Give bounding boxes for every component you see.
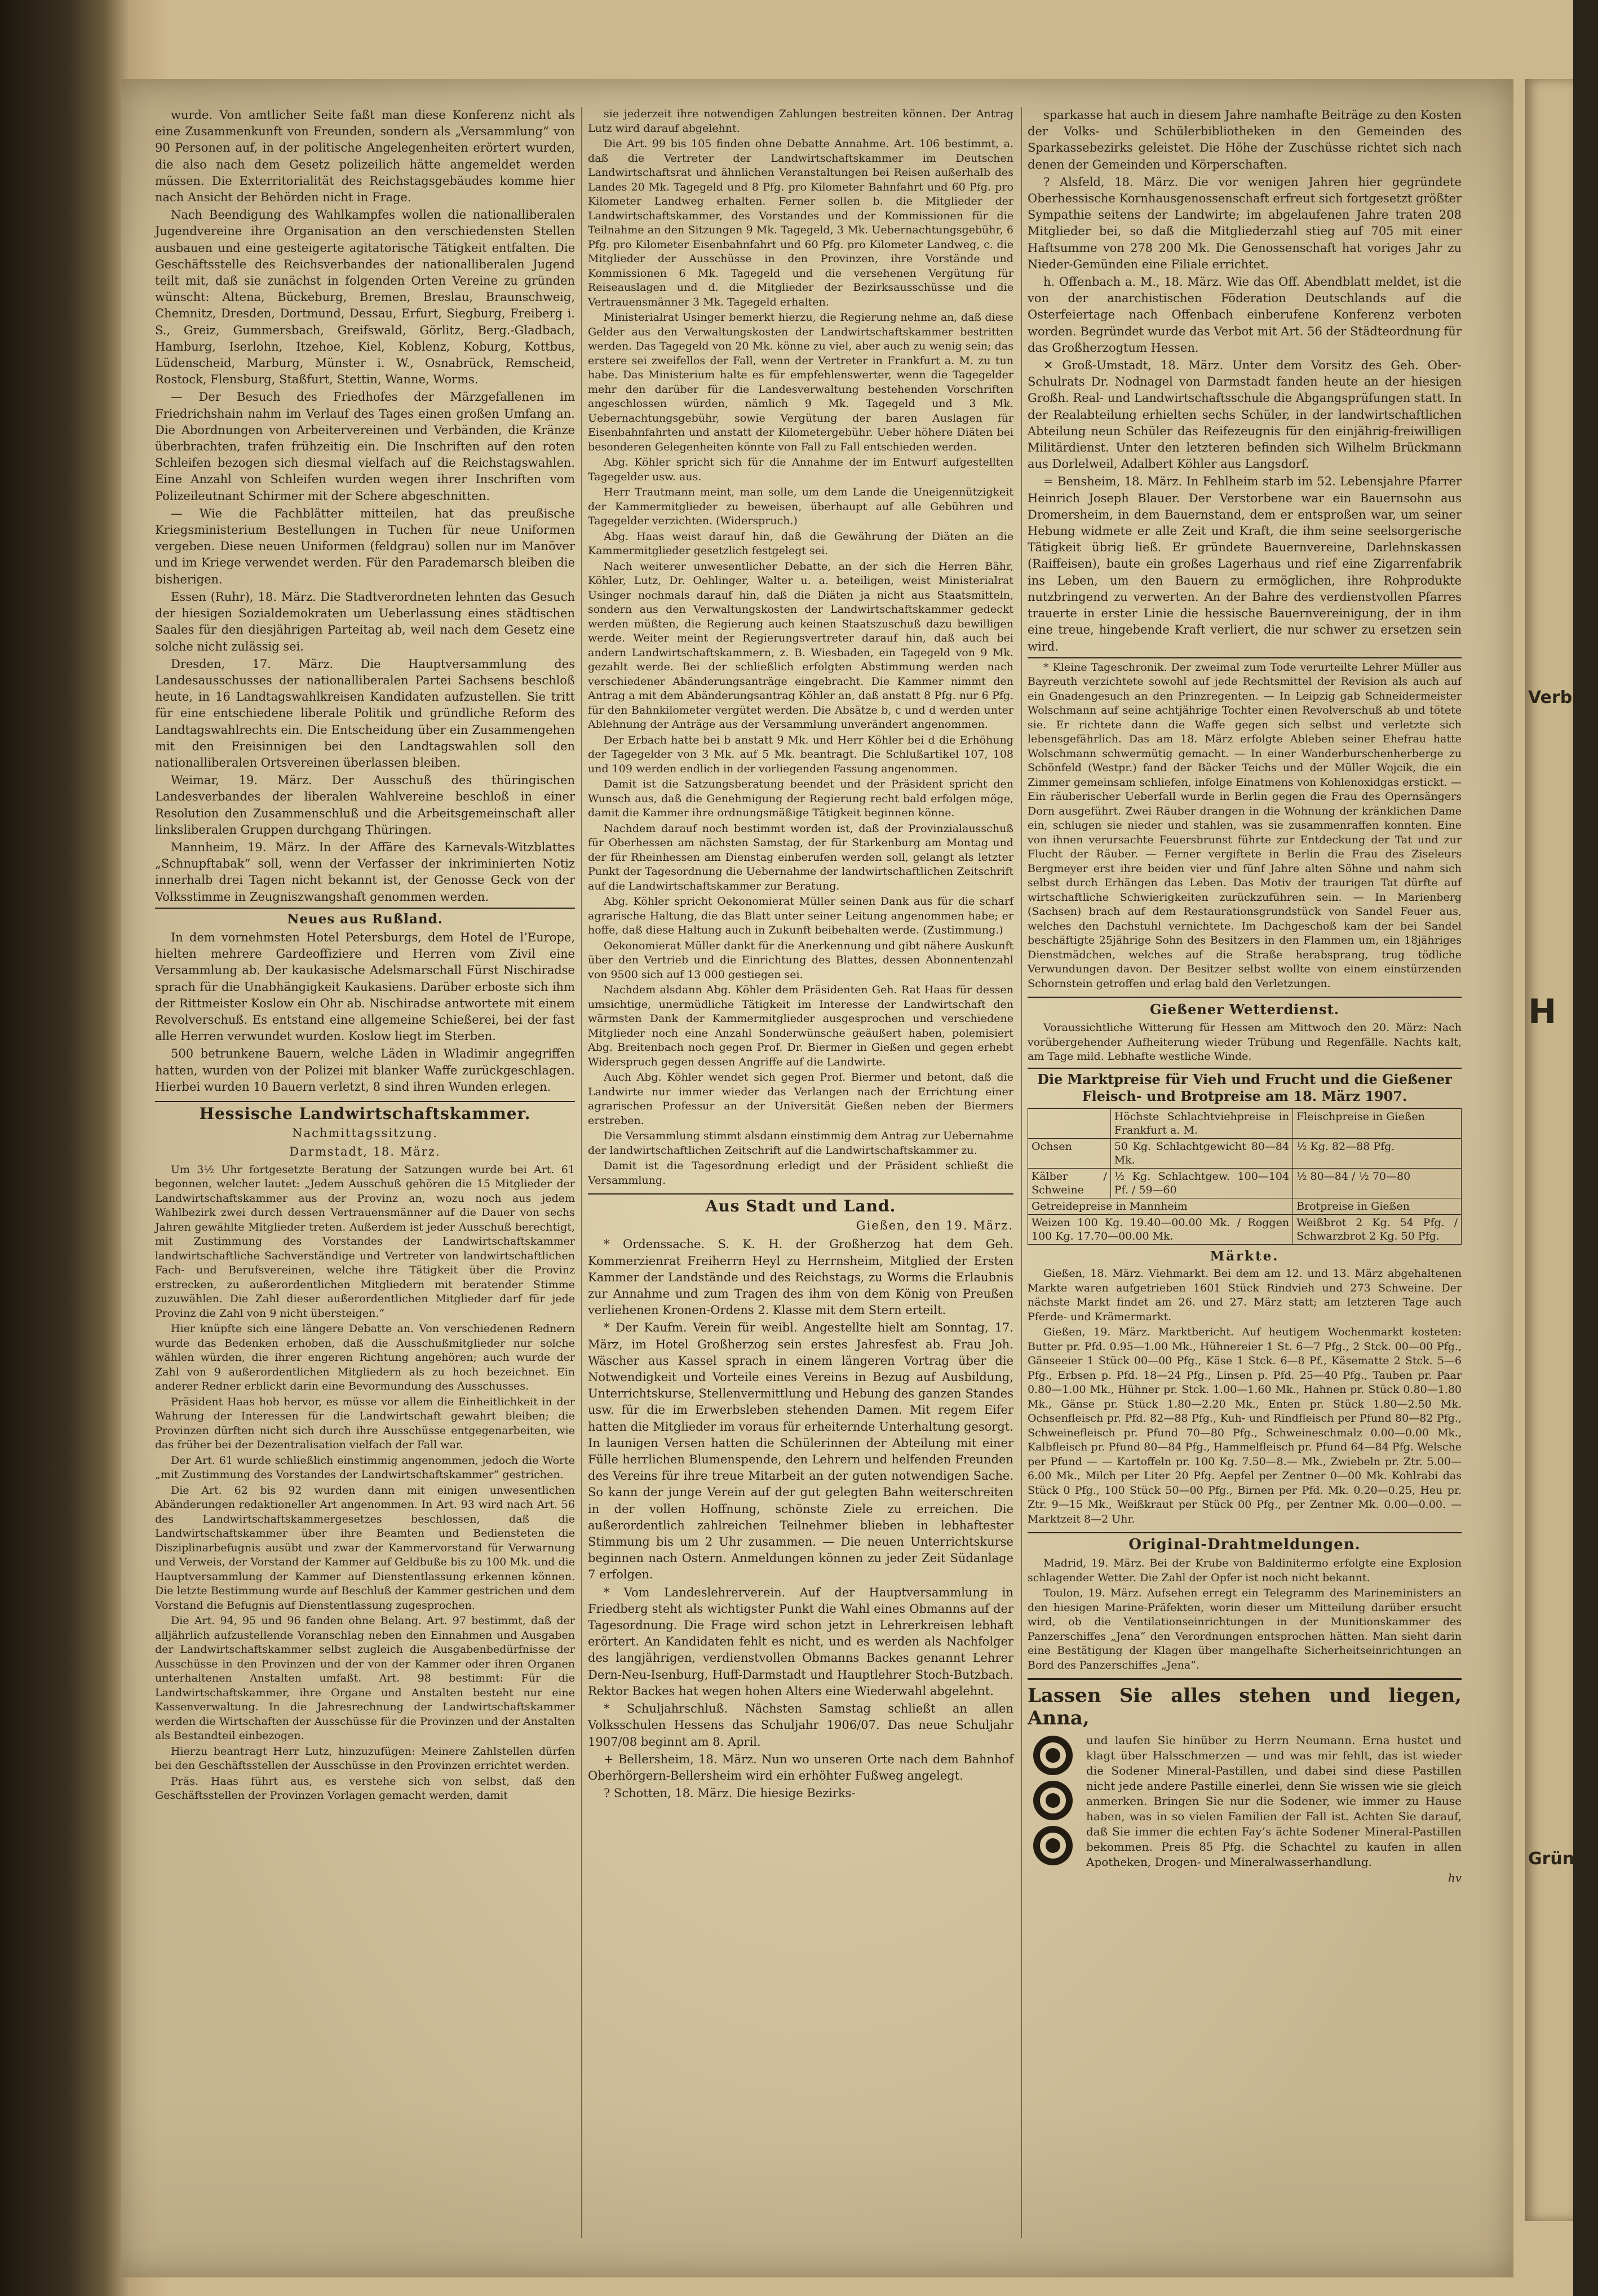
paragraph: Gießen, 19. März. Marktbericht. Auf heutigem Wochenmarkt kosteten: Butter pr. Pfd. 0.95—1.00 Mk., Hühnereier 1 St. 6—7 Pfg., 2 Stck. 00—00 Pfg., Gänseeier 1 Stück 00—00 Pfg., Käse 1 Stck. 6—8 Pf., Käsematte 2 Stck. 5—6 Pfg., Erbsen p. Pfd. 18—24 Pfg., Linsen p. Pfd. 25—40 Pfg., Tauben pr. Paar 0.80—1.00 Mk., Hühner pr. Stck. 1.00—1.60 Mk., Hahnen pr. Stück 0.80—1.80 Mk., Gänse pr. Stück 1.80—2.20 Mk., Enten pr. Stück 1.80—2.50 Mk. Ochsenfleisch pr. Pfd. 82—88 Pfg., Kuh- und Rindfleisch per Pfund 80—82 Pfg., Schweinefleisch pr. Pfund 70—80 Pfg., Schweineschmalz 0.00—0.00 Mk., Kalbfleisch pr. Pfund 80—84 Pfg., Hammelfleisch pr. Pfund 64—84 Pfg. Welsche per Pfund — — Kartoffeln pr. 100 Kg. 7.50—8.— Mk., Zwiebeln pr. Ztr. 5.00—6.00 Mk., Milch per Liter 20 Pfg. Aepfel per Zentner 0—00 Mk. Kohlrabi das Stück 0 Pfg., 100 Stück 50—00 Pfg., Birnen per Pfd. Mk. 0.20—0.25, Heu pr. Ztr. 9—15 Mk., Weißkraut per Stück 00 Pfg., per Zentner Mk. 0.00—0.00. — Marktzeit 8—2 Uhr. bbox=[1028, 1326, 1462, 1525]
paragraph: Ministerialrat Usinger bemerkt hierzu, die Regierung nehme an, daß diese Gelder aus den Verwaltungskosten der Landwirtschaftskammer bestritten werden. Das Tagegeld von 20 Mk. könne zu viel, aber auch zu wenig sein; das erstere sei zweifellos der Fall, wenn der Vertreter in Frankfurt a. M. zu tun habe. Das Ministerium halte es für empfehlenswerter, wenn die Tagegelder mehr den darüber für die Landesverwaltung bestehenden Vorschriften angeschlossen würden, nämlich 9 Mk. Tagegeld und 3 Mk. Uebernachtungsgebühr, sowie Vergütung der baren Auslagen für Eisenbahnfahrten und anstatt der Kilometergebühr. Ueber höhere Diäten bei besonderen Gelegenheiten könnte von Fall zu Fall entschieden werden. bbox=[588, 311, 1013, 453]
paragraph: — Wie die Fachblätter mitteilen, hat das preußische Kriegsministerium Bestellungen in Tuchen für neue Uniformen vergeben. Diese neuen Uniformen (feldgrau) sollen nur im Manöver und im Kriege verwendet werden. Für den Parademarsch bleiben die bisherigen. bbox=[155, 506, 575, 586]
pastille-logo-icon bbox=[1028, 1733, 1078, 1868]
paragraph: Abg. Haas weist darauf hin, daß die Gewährung der Diäten an die Kammermitglieder gesetzlich festgelegt sei. bbox=[588, 530, 1013, 557]
table-row bbox=[1028, 1214, 1462, 1244]
table-header: Brotpreise in Gießen bbox=[1293, 1198, 1462, 1214]
paragraph: = Bensheim, 18. März. In Fehlheim starb im 52. Lebensjahre Pfarrer Heinrich Joseph Blauer. Der Verstorbene war ein Bauernsohn aus Dromersheim, in dem Bauernstand, dem er entsproßen war, um seiner Hebung widmete er alle Zeit und Kraft, die ihm seine seelsorgerische Tätigkeit übrig ließ. Er gründete Bauernvereine, Darlehnskassen (Raiffeisen), baute ein großes Lagerhaus und rief eine Zigarrenfabrik ins Leben, um den Bauern zu ermöglichen, ihre Rohprodukte nutzbringend zu verwerten. An der Bahre des verdienstvollen Pfarres trauerte in erster Linie die hessische Bauernvereinigung, der in ihm eine treue, hingebende Kraft verliert, die nur schwer zu ersetzen sein wird. bbox=[1028, 475, 1462, 653]
table-header: Getreidepreise in Mannheim bbox=[1028, 1198, 1293, 1214]
paragraph: ? Alsfeld, 18. März. Die vor wenigen Jahren hier gegründete Oberhessische Kornhausgenossenschaft erfreut sich fortgesetzt größter Sympathie seitens der Landwirte; im abgelaufenen Jahre traten 208 Mitglieder bei, so daß die Mitgliederzahl stieg auf 705 mit einer Haftsumme von 278 200 Mk. Die Genossenschaft hat voriges Jahr zu Nieder-Gemünden eine Filiale errichtet. bbox=[1028, 175, 1462, 271]
paragraph: Mannheim, 19. März. In der Affäre des Karnevals-Witzblattes „Schnupftabak“ soll, wenn der Verfasser der inkriminierten Notiz innerhalb drei Tagen nicht bekannt ist, der Genosse Geck von der Volksstimme in Zeugniszwangshaft genommen werden. bbox=[155, 840, 575, 904]
paragraph: — Der Besuch des Friedhofes der Märzgefallenen im Friedrichshain nahm im Verlauf des Tages einen großen Umfang an. Die Abordnungen von Arbeitervereinen und Verbänden, die Kränze überbrachten, trafen frühzeitig ein. Die Inschriften auf den roten Schleifen bezogen sich diesmal vielfach auf die Reichstagswahlen. Eine Anzahl von Schleifen wurden wegen ihrer Inschriften vom Polizeileutnant Schirmer mit der Schere abgeschnitten. bbox=[155, 390, 575, 503]
fragment-text: Grünbe bbox=[1528, 1849, 1598, 1869]
table-cell: Kälber / Schweine bbox=[1028, 1168, 1111, 1198]
paragraph: h. Offenbach a. M., 18. März. Wie das Off. Abendblatt meldet, ist die von der anarchistischen Föderation Deutschlands auf die Osterfeiertage nach Offenbach einberufene Konferenz verboten worden. Begründet wurde das Verbot mit Art. 56 der Städteordnung für das Großherzogtum Hessen. bbox=[1028, 275, 1462, 355]
column-3 bbox=[1028, 107, 1462, 2238]
paragraph: Nachdem darauf noch bestimmt worden ist, daß der Provinzialausschuß für Oberhessen am nächsten Samstag, der für Starkenburg am Montag und der für Rheinhessen am Dienstag einberufen werden soll, gelangt als letzter Punkt der Tagesordnung die Uebernahme der landwirtschaftlichen Zeitschrift auf die Landwirtschaftskammer zur Beratung. bbox=[588, 822, 1013, 892]
column-rule-2 bbox=[1021, 107, 1022, 2238]
advertisement bbox=[1028, 1678, 1462, 1886]
paragraph: Gießen, 18. März. Viehmarkt. Bei dem am 12. und 13. März abgehaltenen Markte waren aufgetrieben 1601 Stück Rindvieh und 273 Schweine. Der nächste Markt findet am 26. und 27. März statt; am letzteren Tage auch Pferde- und Krämermarkt. bbox=[1028, 1267, 1462, 1323]
paragraph: Herr Trautmann meint, man solle, um dem Lande die Uneigennützigkeit der Kammermitglieder zu beweisen, überhaupt auf alle Gebühren und Tagegelder verzichten. (Widerspruch.) bbox=[588, 486, 1013, 527]
adjacent-page-edge bbox=[1525, 79, 1598, 2221]
paragraph: ✕ Groß-Umstadt, 18. März. Unter dem Vorsitz des Geh. Ober-Schulrats Dr. Nodnagel von Darmstadt fanden heute an der hiesigen Großh. Real- und Landwirtschaftsschule die Abgangsprüfungen statt. In der Realabteilung erhielten sechs Schüler, in der landwirtschaftlichen Abteilung neun Schüler das Reifezeugnis für den einjährig-freiwilligen Militärdienst. Unter den letzteren befinden sich Wilhelm Brückmann aus Dorlelweil, Adalbert Köhler aus Langsdorf. bbox=[1028, 359, 1462, 471]
paragraph: * Der Kaufm. Verein für weibl. Angestellte hielt am Sonntag, 17. März, im Hotel Großherzog sein erstes Jahresfest ab. Frau Joh. Wäscher aus Kassel sprach in einem längeren Vortrag über die Notwendigkeit und Vorteile eines Vereins in Bezug auf Ausbildung, Unterrichtskurse, Stellenvermittlung und Hebung des ganzen Standes usw. für die im Erwerbsleben stehenden Damen. Mit regem Eifer hatten die Mitglieder im voraus für erheiternde Unterhaltung gesorgt. In launigen Versen hatten die Schülerinnen der Abteilung mit einer Fülle herrlichen Blumenspende, den Lehrern und helfenden Freunden des Vereins für ihre treue Mitarbeit an der guten notwendigen Sache. So kann der junge Verein auf der gut gelegten Bahn weiterschreiten in der vollen Hoffnung, schönste Ziele zu erreichen. Die außerordentlich zahlreichen Teilnehmer blieben in lebhaftester Stimmung bis um 2 Uhr zusammen. — Die neuen Unterrichtskurse beginnen nach Ostern. Anmeldungen können zu jeder Zeit Südanlage 7 erfolgen. bbox=[588, 1321, 1013, 1582]
section-heading-russia: Neues aus Rußland. bbox=[155, 908, 575, 927]
paragraph: 500 betrunkene Bauern, welche Läden in Wladimir angegriffen hatten, wurden von der Polizei mit blanker Waffe zurückgeschlagen. Hierbei wurden 10 Bauern verletzt, 8 sind ihren Wunden erlegen. bbox=[155, 1047, 575, 1094]
section-heading-telegrams: Original-Drahtmeldungen. bbox=[1028, 1532, 1462, 1553]
table-cell: Weißbrot 2 Kg. 54 Pfg. / Schwarzbrot 2 Kg. 50 Pfg. bbox=[1293, 1214, 1462, 1244]
paragraph: Auch Abg. Köhler wendet sich gegen Prof. Biermer und betont, daß die Landwirte nur immer wieder das Verlangen nach der Errichtung einer agrarischen Professur an der Universität Gießen neben der Biermers erstreben. bbox=[588, 1071, 1013, 1127]
paragraph: Nach Beendigung des Wahlkampfes wollen die nationalliberalen Jugendvereine ihre Organisation an den verschiedensten Stellen ausbauen und eine gesteigerte agitatorische Tätigkeit entfalten. Die Geschäftsstelle des Reichsverbandes der nationalliberalen Jugend teilt mit, daß sie zunächst in folgenden Orten Vereine zu gründen wünscht: Altena, Bückeburg, Bremen, Breslau, Braunschweig, Chemnitz, Dresden, Dortmund, Dessau, Erfurt, Siegburg, Freiberg i. S., Greiz, Gummersbach, Greifswald, Görlitz, Berg.-Gladbach, Hamburg, Iserlohn, Itzehoe, Kiel, Koblenz, Koburg, Kottbus, Lüdenscheid, Marburg, Münster i. W., Osnabrück, Remscheid, Rostock, Flensburg, Staßfurt, Stettin, Wanne, Worms. bbox=[155, 208, 575, 387]
paragraph: Die Art. 62 bis 92 wurden dann mit einigen unwesentlichen Abänderungen redaktioneller Art angenommen. In Art. 93 wird nach Art. 56 des Landwirtschaftskammergesetzes beschlossen, daß die Landwirtschaftskammer über ihre Beamten und Bediensteten die Disziplinarbefugnis ausübt und zwar der Kammervorstand für Verwarnung und Verweis, der Vorstand der Kammer auf Geldbuße bis zu 100 Mk. und die Hauptversammlung der Kammer auf Dienstentlassung erkennen können. Die letzte Bestimmung wurde auf Beschluß der Kammer gestrichen und dem Vorstand die Befugnis auf Dienstentlassung zugesprochen. bbox=[155, 1484, 575, 1612]
paragraph: Die Versammlung stimmt alsdann einstimmig dem Antrag zur Uebernahme der landwirtschaftlichen Zeitschrift auf die Landwirtschaftskammer zu. bbox=[588, 1130, 1013, 1157]
dateline: Darmstadt, 18. März. bbox=[289, 1145, 441, 1159]
table-header: Höchste Schlachtviehpreise in Frankfurt a. M. bbox=[1110, 1108, 1292, 1138]
section-heading-weather: Gießener Wetterdienst. bbox=[1028, 997, 1462, 1018]
market-table-title: Die Marktpreise für Vieh und Frucht und die Gießener Fleisch- und Brotpreise am 18. März 1907. bbox=[1028, 1068, 1462, 1105]
paragraph: Präsident Haas hob hervor, es müsse vor allem die Einheitlichkeit in der Wahrung der Interessen für die Landwirtschaft gewahrt bleiben; die Provinzen dürften nicht sich durch ihre Ausschüsse entgegenarbeiten, wie das früher bei der Dezentralisation vielfach der Fall war. bbox=[155, 1395, 575, 1452]
fragment-text: H bbox=[1528, 992, 1557, 1032]
paragraph: + Bellersheim, 18. März. Nun wo unseren Orte nach dem Bahnhof Oberhörgern-Bellersheim wird ein erhöhter Fußweg angelegt. bbox=[588, 1752, 1013, 1782]
section-heading-local-news: Aus Stadt und Land. bbox=[588, 1193, 1013, 1214]
ad-text: und laufen Sie hinüber zu Herrn Neumann. Erna hustet und klagt über Halsschmerzen — und was mir fehlt, das ist wieder die Sodener Mineral-Pastillen, und dabei sind diese Pastillen nicht jede andere Pastille einerlei, denn Sie wissen wie sie gleich anmerken. Bringen Sie nur die Sodener, wie immer zu Hause haben, was in so vielen Familien der Fall ist. Achten Sie darauf, daß Sie immer die echten Fay’s ächte Sodener Mineral-Pastillen bekommen. Preis 85 Pfg. die Schachtel zu kaufen in allen Apotheken, Drogen- und Mineralwasserhandlung. bbox=[1086, 1733, 1462, 1869]
newspaper-page bbox=[121, 79, 1513, 2277]
table-cell: Ochsen bbox=[1028, 1138, 1111, 1168]
table-cell: ½ Kg. 82—88 Pfg. bbox=[1293, 1138, 1462, 1168]
paragraph: Nachdem alsdann Abg. Köhler dem Präsidenten Geh. Rat Haas für dessen umsichtige, unermüdliche Tätigkeit im Interesse der Landwirtschaft den wärmsten Dank der Kammermitglieder ausgesprochen und verschiedene Mitglieder noch eine Anzahl Sonderwünsche geäußert haben, polemisiert Abg. Breitenbach noch gegen Prof. Dr. Biermer in Gießen und gegen erhebt Widerspruch gegen dessen Angriffe auf die Landwirte. bbox=[588, 984, 1013, 1068]
paragraph: Damit ist die Satzungsberatung beendet und der Präsident spricht den Wunsch aus, daß die Genehmigung der Regierung recht bald erfolgen möge, damit die Kammer ihre ordnungsmäßige Tätigkeit beginnen könne. bbox=[588, 778, 1013, 819]
section-subheading: Nachmittagssitzung. bbox=[292, 1126, 438, 1140]
table-cell: Weizen 100 Kg. 19.40—00.00 Mk. / Roggen 100 Kg. 17.70—00.00 Mk. bbox=[1028, 1214, 1293, 1244]
table-cell: 50 Kg. Schlachtgewicht 80—84 Mk. bbox=[1110, 1138, 1292, 1168]
paragraph: * Ordenssache. S. K. H. der Großherzog hat dem Geh. Kommerzienrat Freiherrn Heyl zu Herrnsheim, Mitglied der Ersten Kammer der Landstände und des Reichstags, zu Worms die Erlaubnis zur Annahme und zum Tragen des ihm von dem König von Preußen verliehenen Kronen-Ordens 2. Klasse mit dem Stern erteilt. bbox=[588, 1237, 1013, 1317]
paragraph: Die Art. 99 bis 105 finden ohne Debatte Annahme. Art. 106 bestimmt, a. daß die Vertreter der Landwirtschaftskammer im Deutschen Landwirtschaftsrat und ähnlichen Veranstaltungen bei Reisen außerhalb des Landes 20 Mk. Tagegeld und 8 Pfg. pro Kilometer Bahnfahrt und 60 Pfg. pro Kilometer Landweg erhalten. Ferner sollen b. die Mitglieder der Landwirtschaftskammer, des Vorstandes und der Kommissionen für die Teilnahme an den Sitzungen 9 Mk. Tagegeld, 3 Mk. Uebernachtungsgebühr, 6 Pfg. pro Kilometer Eisenbahnfahrt und 60 Pfg. pro Kilometer Landweg, c. die Mitglieder der Ausschüsse in den Provinzen, ihre Vorstände und Kommissionen 6 Mk. Tagegeld und die versehenen Vergütung für Reiseauslagen und d. die Mitglieder der Bezirksausschüsse und die Vertrauensmänner 3 Mk. Tagegeld erhalten. bbox=[588, 138, 1013, 308]
table-cell: ½ Kg. Schlachtgew. 100—104 Pf. / 59—60 bbox=[1110, 1168, 1292, 1198]
paragraph: * Kleine Tageschronik. Der zweimal zum Tode verurteilte Lehrer Müller aus Bayreuth verzichtete sowohl auf jede Rechtsmittel der Revision als auch auf ein Gnadengesuch an den Prinzregenten. — In Leipzig gab Schneidermeister Wolschmann auf seine achtjährige Tochter einen Revolverschuß ab und tötete sie. Er richtete dann die Waffe gegen sich selbst und verletzte sich lebensgefährlich. Das am 18. März erfolgte Ableben seiner Ehefrau hatte Wolschmann schwermütig gemacht. — In einer Wanderburschenherberge zu Schönfeld (Westpr.) fand der Bäcker Teichs und der Müller Wojcik, die ein Zimmer gemeinsam schliefen, infolge Einatmens von Kohlenoxidgas erstickt. — Ein räuberischer Ueberfall wurde in Berlin gegen die Frau des Opernsängers Dorn ausgeführt. Zwei Räuber drangen in die Wohnung der kränklichen Dame ein, schlugen sie nieder und stahlen, was sie zusammenraffen konnten. Eine von ihnen verursachte Feuersbrunst führte zur Entdeckung der Tat und zur Flucht der Räuber. — Ferner vergiftete in Berlin die Frau des Ziseleurs Bergmeyer erst ihre beiden vier und fünf Jahre alten Söhne und nahm sich selbst durch Erhängen das Leben. Das Motiv der traurigen Tat dürfte auf wirtschaftliche Schwierigkeiten zurückzuführen sein. — In Marienberg (Sachsen) brach auf dem Restaurationsgrundstück von Sandel Feuer aus, welches den Dachstuhl vernichtete. Im Dachgeschoß kam der bei Sandel beschäftigte 25jährige Sohn des Besitzers in den Flammen um, ein 18jähriges Dienstmädchen, welches auf die Straße herabsprang, trug tödliche Verwundungen davon. Der Besitzer selbst wollte von einem einstürzenden Schornstein getroffen und erlag bald den Verletzungen. bbox=[1028, 661, 1462, 990]
paragraph: Weimar, 19. März. Der Ausschuß des thüringischen Landesverbandes der liberalen Wahlvereine beschloß in einer Resolution den Zusammenschluß und die Arbeitsgemeinschaft aller linksliberalen Gruppen durchgang Thüringen. bbox=[155, 773, 575, 837]
paragraph: sie jederzeit ihre notwendigen Zahlungen bestreiten können. Der Antrag Lutz wird darauf abgelehnt. bbox=[588, 108, 1013, 135]
paragraph: sparkasse hat auch in diesem Jahre namhafte Beiträge zu den Kosten der Volks- und Schülerbibliotheken in den Gemeinden des Sparkassebezirks geleistet. Die Höhe der Zuschüsse richtet sich nach denen der Gemeinden und Körperschaften. bbox=[1028, 108, 1462, 171]
paragraph: Voraussichtliche Witterung für Hessen am Mittwoch den 20. März: Nach vorübergehender Aufheiterung wieder Trübung und Regenfälle. Nachts kalt, am Tage mild. Lebhafte westliche Winde. bbox=[1028, 1021, 1462, 1063]
table-row bbox=[1028, 1168, 1462, 1198]
ad-headline: Lassen Sie alles stehen und liegen, Anna, bbox=[1028, 1684, 1462, 1730]
paragraph: Nach weiterer unwesentlicher Debatte, an der sich die Herren Bähr, Köhler, Lutz, Dr. Oehlinger, Walter u. a. beteiligen, weist Ministerialrat Usinger nochmals darauf hin, daß die Diäten ja nicht aus Staatsmitteln, sondern aus den Verwaltungskosten der Landwirtschaftskammer gedeckt werden müßten, die Regierung auch keinen Staatszuschuß dazu bewilligen werde. Weiter meint der Regierungsvertreter darauf hin, daß auch bei andern Landwirtschaftskammern, z. B. Wiesbaden, ein Tagegeld von 9 Mk. gezahlt werde. Bei der schließlich erfolgten Abstimmung werden nach verschiedener Abänderungsanträge eingebracht. Die Kammer nimmt den Antrag a mit dem Abänderungsantrag Köhler an, daß anstatt 8 Pfg. nur 6 Pfg. für den Bahnkilometer vergütet werden. Die Absätze b, c und d werden unter Ablehnung der Anträge aus der Versammlung unverändert angenommen. bbox=[588, 560, 1013, 731]
paragraph: Essen (Ruhr), 18. März. Die Stadtverordneten lehnten das Gesuch der hiesigen Sozialdemokraten um Ueberlassung eines städtischen Saales für den diesjährigen Parteitag ab, weil nach dem Gesetz eine solche nicht zulässig sei. bbox=[155, 590, 575, 653]
dateline: Gießen, den 19. März. bbox=[856, 1219, 1013, 1233]
paragraph: Der Art. 61 wurde schließlich einstimmig angenommen, jedoch die Worte „mit Zustimmung des Vorstandes der Landwirtschaftskammer“ gestrichen. bbox=[155, 1454, 575, 1481]
column-1 bbox=[155, 107, 575, 2238]
paragraph: Madrid, 19. März. Bei der Krube von Baldinitermo erfolgte eine Explosion schlagender Wetter. Die Zahl der Opfer ist noch nicht bekannt. bbox=[1028, 1557, 1462, 1584]
column-2 bbox=[588, 107, 1013, 2238]
paragraph: Oekonomierat Müller dankt für die Anerkennung und gibt nähere Auskunft über den Vertrieb und die Einrichtung des Blattes, dessen Abonnentenzahl von 9500 sich auf 13 000 gestiegen sei. bbox=[588, 939, 1013, 981]
paragraph: Abg. Köhler spricht sich für die Annahme der im Entwurf aufgestellten Tagegelder usw. aus. bbox=[588, 456, 1013, 483]
market-price-table bbox=[1028, 1108, 1462, 1245]
paragraph: Präs. Haas führt aus, es verstehe sich von selbst, daß den Geschäftsstellen der Provinzen Vorlagen gemacht werden, damit bbox=[155, 1775, 575, 1802]
paragraph: In dem vornehmsten Hotel Petersburgs, dem Hotel de l’Europe, hielten mehrere Gardeoffiziere und Herren vom Zivil eine Versammlung ab. Der kaukasische Adelsmarschall Fürst Nischiradse sprach für die Unabhängigkeit Kaukasiens. Darüber erboste sich ihm der Rittmeister Koslow ein Ohr ab. Nischiradse antwortete mit einem Revolverschuß. Es entstand eine allgemeine Schießerei, bei der fast alle Herren verwundet wurden. Koslow liegt im Sterben. bbox=[155, 930, 575, 1043]
paragraph: Hier knüpfte sich eine längere Debatte an. Von verschiedenen Rednern wurde das Bedenken erhoben, daß die Ausschußmitglieder nur solche wählen würden, die ihrer engeren Richtung angehören; auch wurde der Zahl von 9 außerordentlichen Mitgliedern als zu hoch bezeichnet. Ein anderer Redner erblickt darin eine Bevormundung des Ausschusses. bbox=[155, 1322, 575, 1393]
section-heading-chamber: Hessische Landwirtschaftskammer. bbox=[155, 1101, 575, 1122]
paragraph: Der Erbach hatte bei b anstatt 9 Mk. und Herr Köhler bei d die Erhöhung der Tagegelder von 3 Mk. auf 5 Mk. beantragt. Die Schlußartikel 107, 108 und 109 werden endlich in der vorliegenden Fassung angenommen. bbox=[588, 733, 1013, 775]
paragraph: Um 3½ Uhr fortgesetzte Beratung der Satzungen wurde bei Art. 61 begonnen, welcher lautet: „Jedem Ausschuß gehören die 15 Mitglieder der Landwirtschaftskammer aus der Provinz an, wozu noch aus jedem Wahlbezirk zwei durch dessen Vertrauensmänner auf die Dauer von sechs Jahren gewählte Mitglieder treten. Außerdem ist jeder Ausschuß berechtigt, mit Zustimmung des Vorstandes der Landwirtschaftskammer landwirtschaftliche Sachverständige und Vertreter von landwirtschaftlichen Fach- und Berufsvereinen, welche ihre Tätigkeit über die Provinz erstrecken, zu außerordentlichen Mitgliedern mit beratender Stimme zuzuwählen. Die Zahl dieser außerordentlichen Mitglieder darf für jede Provinz die Zahl von 9 nicht übersteigen.“ bbox=[155, 1163, 575, 1320]
paragraph: Hierzu beantragt Herr Lutz, hinzuzufügen: Meinere Zahlstellen dürfen bei den Geschäftsstellen der Ausschüsse in den Provinzen errichtet werden. bbox=[155, 1745, 575, 1772]
paragraph: * Vom Landeslehrerverein. Auf der Hauptversammlung in Friedberg steht als wichtigster Punkt die Wahl eines Obmanns auf der Tagesordnung. Die Frage wird schon jetzt in Lehrerkreisen lebhaft erörtert. An Kandidaten fehlt es nicht, und es werden als Nachfolger des langjährigen, verdienstvollen Obmanns Backes genannt Lehrer Dern-Neu-Isenburg, Huff-Darmstadt und Hauptlehrer Stoch-Butzbach. Rektor Backes hat wegen hohen Alters eine Wiederwahl abgelehnt. bbox=[588, 1585, 1013, 1698]
ad-signature: hv bbox=[1448, 1871, 1462, 1885]
section-heading-markets: Märkte. bbox=[1210, 1248, 1280, 1264]
paragraph: ? Schotten, 18. März. Die hiesige Bezirks- bbox=[604, 1786, 856, 1800]
paragraph: Dresden, 17. März. Die Hauptversammlung des Landesausschusses der nationalliberalen Partei Sachsens beschloß heute, in 16 Landtagswahlkreisen Kandidaten aufzustellen. Sie tritt für eine entschiedene liberale Politik und gründliche Reform des Landtagswahlrechts ein. Die Entscheidung über ein Zusammengehen mit den Freisinnigen bei den Landtagswahlen soll den nationalliberalen Ortsvereinen überlassen bleiben. bbox=[155, 657, 575, 769]
paragraph: wurde. Von amtlicher Seite faßt man diese Konferenz nicht als eine Zusammenkunft von Freunden, sondern als „Versammlung“ von 90 Personen auf, in der politische Angelegenheiten erörtert wurden, die also nach dem Gesetz polizeilich hätte angemeldet werden müssen. Die Exterritorialität des Reichstagsgebäudes komme hier nach Ansicht der Behörden nicht in Frage. bbox=[155, 108, 575, 205]
table-header bbox=[1028, 1108, 1111, 1138]
fragment-text: Verbin bbox=[1528, 688, 1590, 707]
table-header: Fleischpreise in Gießen bbox=[1293, 1108, 1462, 1138]
paragraph: Damit ist die Tagesordnung erledigt und der Präsident schließt die Versammlung. bbox=[588, 1160, 1013, 1187]
column-rule-1 bbox=[581, 107, 582, 2238]
paragraph: Toulon, 19. März. Aufsehen erregt ein Telegramm des Marineministers an den hiesigen Marine-Präfekten, worin dieser um Mitteilung darüber ersucht wird, ob die Ventilationseinrichtungen in der Munitionskammer des Panzerschiffes „Jena“ den Verordnungen entsprochen hätten. Man sieht darin eine Bestätigung der Klagen über mangelhafte Sicherheitseinrichtungen an Bord des Panzerschiffes „Jena“. bbox=[1028, 1587, 1462, 1671]
paragraph: Abg. Köhler spricht Oekonomierat Müller seinen Dank aus für die scharf agrarische Haltung, die das Blatt unter seiner Leitung angenommen habe; er hoffe, daß diese Haltung auch in Zukunft beibehalten werde. (Zustimmung.) bbox=[588, 895, 1013, 936]
table-cell: ½ 80—84 / ½ 70—80 bbox=[1293, 1168, 1462, 1198]
table-row bbox=[1028, 1138, 1462, 1168]
paragraph: Die Art. 94, 95 und 96 fanden ohne Belang. Art. 97 bestimmt, daß der alljährlich aufzustellende Voranschlag neben den Einnahmen und Ausgaben der Landwirtschaftskammer selbst zugleich die Ausgabenbedürfnisse der Ausschüsse in den Provinzen und der von der Kammer oder ihren Organen unterhaltenen Anstalten umfaßt. Art. 98 bestimmt: Für die Landwirtschaftskammer, ihre Organe und Anstalten besteht nur eine Kassenverwaltung. In die Jahresrechnung der Landwirtschaftskammer werden die Wirtschaften der Ausschüsse für die Provinzen und der Anstalten als Bestandteil einbezogen. bbox=[155, 1614, 575, 1742]
paragraph: * Schuljahrschluß. Nächsten Samstag schließt an allen Volksschulen Hessens das Schuljahr 1906/07. Das neue Schuljahr 1907/08 beginnt am 8. April. bbox=[588, 1702, 1013, 1749]
